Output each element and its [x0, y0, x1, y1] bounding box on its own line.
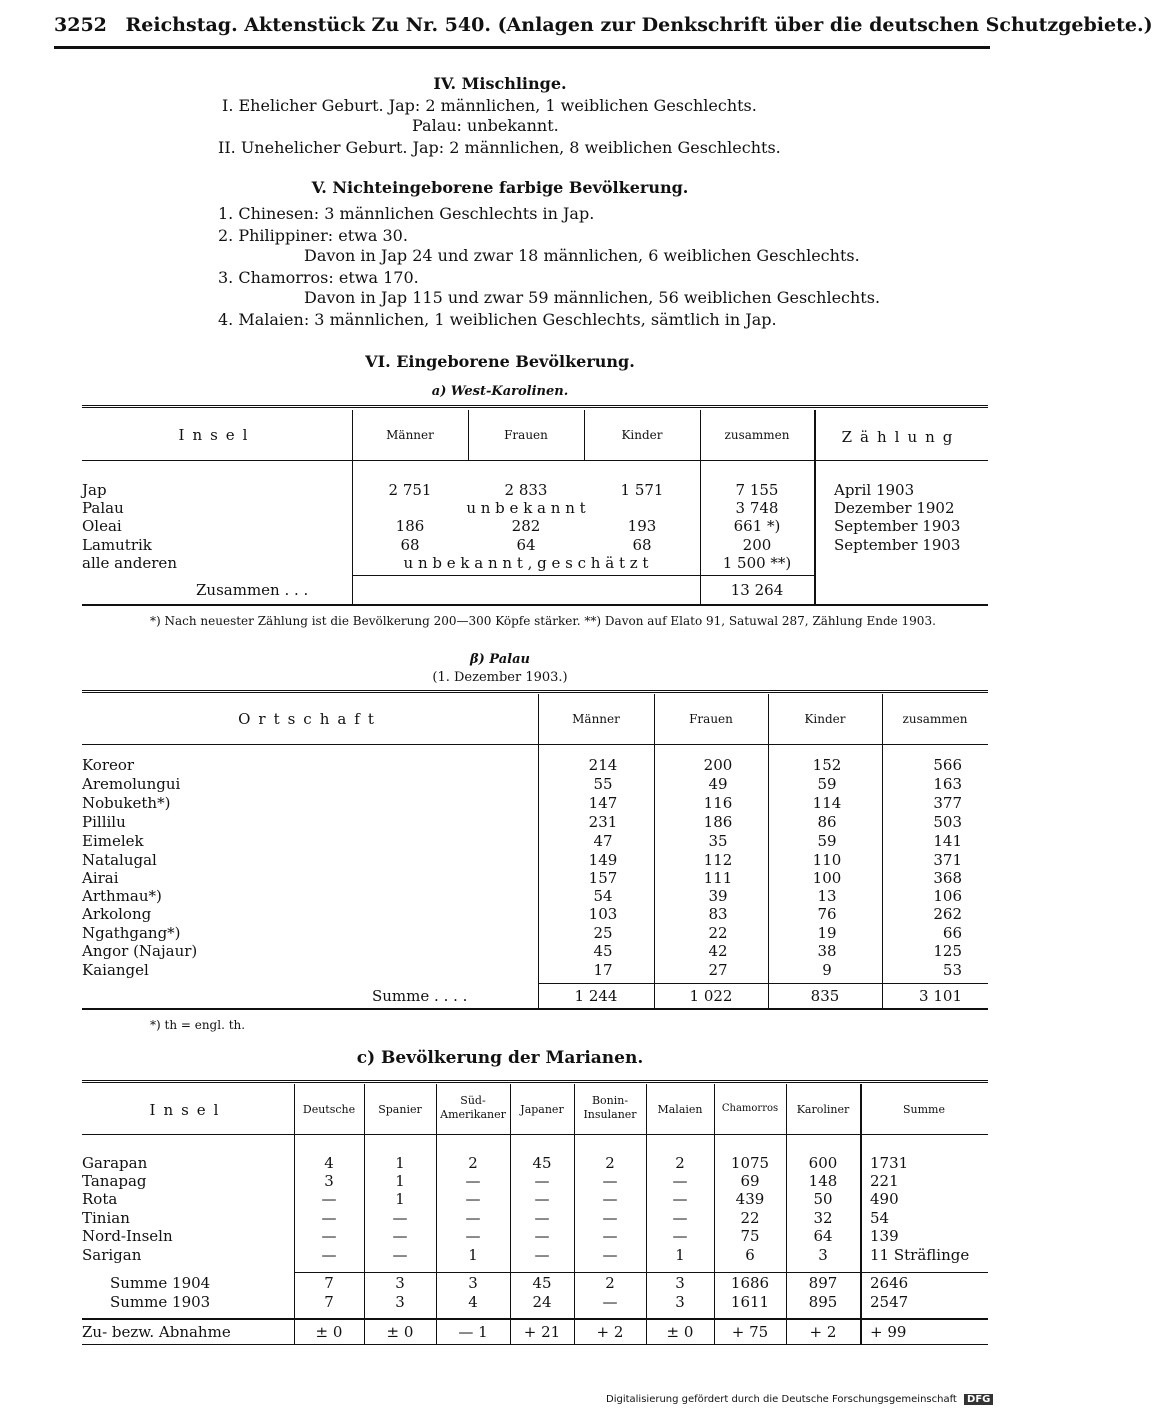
table-b-date: (1. Dezember 1903.)	[432, 670, 568, 685]
table-cell: —	[672, 1227, 688, 1245]
table-cell: —	[534, 1190, 550, 1208]
col-header-zusammen: zusammen	[724, 428, 790, 442]
table-cell: 377	[933, 794, 962, 812]
table-cell: Angor (Najaur)	[82, 942, 198, 960]
table-cell: —	[465, 1190, 481, 1208]
table-cell: Arthmau*)	[82, 887, 162, 905]
col-header-insel: Insel	[178, 426, 256, 444]
table-cell: 11 Sträflinge	[870, 1246, 970, 1264]
table-cell: Koreor	[82, 756, 135, 774]
table-cell: 38	[817, 942, 837, 960]
table-cell: 3	[395, 1274, 405, 1292]
page-number: 3252	[54, 14, 107, 36]
section5-line: Davon in Jap 24 und zwar 18 männlichen, 6 weiblichen Geschlechts.	[304, 246, 860, 265]
section5-line: 1. Chinesen: 3 männlichen Geschlechts in Jap.	[218, 204, 595, 223]
table-cell: + 2	[809, 1323, 837, 1341]
table-cell: 125	[933, 942, 962, 960]
col-header-ortschaft: Ortschaft	[238, 710, 382, 728]
table-cell: 6	[745, 1246, 755, 1264]
table-cell: 1 500 **)	[722, 554, 792, 572]
table-cell: 1	[675, 1246, 685, 1264]
col-header-spanier: Spanier	[378, 1103, 422, 1116]
table-rule	[82, 1080, 988, 1083]
table-cell: ± 0	[666, 1323, 694, 1341]
table-cell: 1	[468, 1246, 478, 1264]
table-cell: 47	[593, 832, 613, 850]
table-a-total: 13 264	[730, 581, 784, 599]
table-cell: —	[534, 1209, 550, 1227]
table-cell: 75	[740, 1227, 760, 1245]
table-cell: Sarigan	[82, 1246, 142, 1264]
table-cell: 42	[708, 942, 728, 960]
table-cell: 76	[817, 905, 837, 923]
col-header-karoliner: Karoliner	[796, 1103, 850, 1116]
table-cell: 282	[511, 517, 541, 535]
table-c-title: c) Bevölkerung der Marianen.	[356, 1048, 644, 1068]
table-cell: ± 0	[315, 1323, 343, 1341]
table-cell: Zu- bezw. Abnahme	[82, 1323, 231, 1341]
table-cell: Summe 1904	[110, 1274, 211, 1292]
col-header-frauen: Frauen	[689, 712, 733, 726]
table-rule	[82, 1134, 988, 1135]
table-cell: —	[602, 1227, 618, 1245]
col-header-japaner: Japaner	[520, 1103, 564, 1116]
table-cell: 27	[708, 961, 728, 979]
table-cell: 186	[395, 517, 425, 535]
table-cell: —	[321, 1209, 337, 1227]
table-rule	[82, 604, 988, 606]
table-cell: ± 0	[386, 1323, 414, 1341]
col-header-maenner: Männer	[572, 712, 620, 726]
table-rule	[82, 460, 988, 461]
page-header	[54, 14, 1153, 36]
table-cell: September 1903	[834, 536, 961, 554]
table-rule	[352, 575, 814, 576]
section5-line: 2. Philippiner: etwa 30.	[218, 226, 408, 245]
section6-title: VI. Eingeborene Bevölkerung.	[365, 352, 635, 371]
table-rule	[82, 1008, 988, 1010]
table-cell: 1075	[730, 1154, 770, 1172]
table-cell: 1731	[870, 1154, 909, 1172]
table-cell: 66	[942, 924, 962, 942]
table-cell: 4	[468, 1293, 478, 1311]
table-cell: —	[672, 1209, 688, 1227]
table-cell: 32	[813, 1209, 833, 1227]
dfg-logo: DFG	[964, 1394, 993, 1405]
table-cell: 141	[933, 832, 962, 850]
table-cell: 1	[395, 1190, 405, 1208]
table-cell: 68	[400, 536, 420, 554]
table-cell: 895	[808, 1293, 838, 1311]
table-cell: Tinian	[82, 1209, 130, 1227]
table-cell: 1	[395, 1154, 405, 1172]
section5-line: Davon in Jap 115 und zwar 59 männlichen, 56 weiblichen Geschlechts.	[304, 288, 881, 307]
col-header-suedamerikaner: Süd-Amerikaner	[440, 1094, 506, 1121]
col-header-zaehlung: Zählung	[841, 428, 961, 446]
table-cell: —	[602, 1209, 618, 1227]
table-cell: 147	[588, 794, 618, 812]
col-header-zusammen: zusammen	[902, 712, 968, 726]
table-cell: 39	[708, 887, 728, 905]
table-rule	[82, 405, 988, 408]
table-cell: September 1903	[834, 517, 961, 535]
table-cell: 3	[395, 1293, 405, 1311]
table-cell: Nord-Inseln	[82, 1227, 173, 1245]
table-cell: Oleai	[82, 517, 122, 535]
col-header-chamorros: Chamorros	[721, 1103, 779, 1114]
table-b-subtitle: β) Palau	[470, 652, 530, 667]
table-cell: Nobuketh*)	[82, 794, 171, 812]
table-cell: 186	[703, 813, 733, 831]
table-cell: 2547	[870, 1293, 909, 1311]
table-cell: 111	[703, 869, 733, 887]
table-cell: Jap	[82, 481, 107, 499]
col-header-kinder: Kinder	[804, 712, 846, 726]
table-cell: 490	[870, 1190, 899, 1208]
table-cell: 45	[532, 1154, 552, 1172]
table-cell: u n b e k a n n t , g e s c h ä t z t	[403, 554, 649, 572]
table-cell: 3	[324, 1172, 334, 1190]
table-cell: 17	[593, 961, 613, 979]
table-cell: 110	[812, 851, 842, 869]
table-cell: —	[392, 1227, 408, 1245]
table-cell: 200	[742, 536, 772, 554]
header-rule	[54, 46, 990, 49]
table-a-footnote: *) Nach neuester Zählung ist die Bevölkerung 200—300 Köpfe stärker. **) Davon auf Elato 91, Satuwal 287, Zählung Ende 1903.	[150, 614, 936, 628]
table-cell: 157	[588, 869, 618, 887]
table-cell: Lamutrik	[82, 536, 152, 554]
table-cell: 59	[817, 832, 837, 850]
table-cell: 149	[588, 851, 618, 869]
page-running-title: Reichstag. Aktenstück Zu Nr. 540. (Anlagen zur Denkschrift über die deutschen Schutzgebiete.)	[125, 14, 1153, 36]
table-cell: 439	[735, 1190, 765, 1208]
table-cell: + 21	[523, 1323, 561, 1341]
table-cell: 600	[808, 1154, 838, 1172]
table-cell: Eimelek	[82, 832, 144, 850]
table-cell: 661 *)	[733, 517, 781, 535]
table-cell: 3	[818, 1246, 828, 1264]
table-cell: —	[602, 1293, 618, 1311]
table-cell: —	[321, 1246, 337, 1264]
table-cell: 54	[870, 1209, 890, 1227]
col-header-insel: Insel	[149, 1101, 227, 1119]
table-cell: Airai	[82, 869, 119, 887]
table-cell: + 2	[596, 1323, 624, 1341]
table-cell: —	[465, 1172, 481, 1190]
table-cell: 1 022	[689, 987, 733, 1005]
table-cell: 49	[708, 775, 728, 793]
table-cell: 503	[933, 813, 962, 831]
table-cell: Natalugal	[82, 851, 157, 869]
table-cell: 59	[817, 775, 837, 793]
table-a-subtitle: a) West-Karolinen.	[431, 384, 569, 399]
table-cell: 139	[870, 1227, 899, 1245]
table-cell: 64	[813, 1227, 833, 1245]
table-cell: + 99	[870, 1323, 907, 1341]
table-cell: 86	[817, 813, 837, 831]
table-cell: —	[534, 1246, 550, 1264]
table-cell: 566	[933, 756, 962, 774]
table-rule	[294, 1272, 988, 1273]
table-cell: 214	[588, 756, 618, 774]
table-cell: —	[602, 1246, 618, 1264]
table-cell: 2	[605, 1154, 615, 1172]
col-header-malaien: Malaien	[657, 1103, 703, 1116]
table-cell: 45	[532, 1274, 552, 1292]
table-cell: —	[392, 1209, 408, 1227]
table-cell: Summe 1903	[110, 1293, 211, 1311]
table-cell: 2646	[870, 1274, 909, 1292]
col-header-kinder: Kinder	[621, 428, 663, 442]
table-cell: 114	[812, 794, 842, 812]
table-cell: 24	[532, 1293, 552, 1311]
table-cell: 262	[933, 905, 962, 923]
table-cell: Pillilu	[82, 813, 126, 831]
table-rule	[82, 1344, 988, 1345]
table-cell: 54	[593, 887, 613, 905]
table-cell: 35	[708, 832, 728, 850]
table-cell: —	[534, 1227, 550, 1245]
table-cell: 45	[593, 942, 613, 960]
table-cell: 2 833	[504, 481, 548, 499]
table-cell: —	[672, 1190, 688, 1208]
table-cell: 897	[808, 1274, 838, 1292]
section4-title: IV. Mischlinge.	[433, 74, 567, 93]
table-cell: 231	[588, 813, 618, 831]
table-cell: 53	[942, 961, 962, 979]
table-cell: Dezember 1902	[834, 499, 955, 517]
col-header-bonin-insulaner: Bonin-Insulaner	[583, 1094, 637, 1121]
table-cell: 1 244	[574, 987, 618, 1005]
table-cell: —	[602, 1190, 618, 1208]
table-cell: Aremolungui	[82, 775, 181, 793]
table-cell: 3	[675, 1293, 685, 1311]
table-cell: 112	[703, 851, 733, 869]
table-cell: 200	[703, 756, 733, 774]
col-header-deutsche: Deutsche	[302, 1103, 356, 1116]
table-cell: alle anderen	[82, 554, 177, 572]
table-cell: 19	[817, 924, 837, 942]
table-cell: 7	[324, 1293, 334, 1311]
table-rule	[82, 744, 988, 745]
table-cell: —	[465, 1209, 481, 1227]
table-cell: + 75	[731, 1323, 769, 1341]
col-header-maenner: Männer	[386, 428, 434, 442]
table-rule	[860, 1084, 862, 1344]
section4-line3: II. Unehelicher Geburt. Jap: 2 männlichen, 8 weiblichen Geschlechts.	[218, 138, 781, 157]
table-cell: Tanapag	[82, 1172, 147, 1190]
table-cell: 368	[933, 869, 962, 887]
table-cell: Garapan	[82, 1154, 148, 1172]
table-cell: 83	[708, 905, 728, 923]
table-cell: 7 155	[735, 481, 779, 499]
section5-line: 4. Malaien: 3 männlichen, 1 weiblichen Geschlechts, sämtlich in Jap.	[218, 310, 777, 329]
table-cell: Palau	[82, 499, 124, 517]
section4-line1: I. Ehelicher Geburt. Jap: 2 männlichen, 1 weiblichen Geschlechts.	[222, 96, 757, 115]
section5-line: 3. Chamorros: etwa 170.	[218, 268, 419, 287]
table-cell: 68	[632, 536, 652, 554]
table-rule	[82, 1318, 988, 1320]
table-cell: 1611	[730, 1293, 770, 1311]
table-cell: 106	[933, 887, 962, 905]
table-cell: 152	[812, 756, 842, 774]
table-cell: Rota	[82, 1190, 118, 1208]
table-cell: 25	[593, 924, 613, 942]
table-cell: Summe . . . .	[372, 987, 468, 1005]
table-cell: 4	[324, 1154, 334, 1172]
table-cell: 3	[468, 1274, 478, 1292]
table-cell: 193	[627, 517, 657, 535]
table-cell: —	[672, 1172, 688, 1190]
section5-title: V. Nichteingeborene farbige Bevölkerung.	[311, 178, 689, 197]
table-cell: 371	[933, 851, 962, 869]
table-cell: 22	[740, 1209, 760, 1227]
table-cell: 9	[822, 961, 832, 979]
table-cell: 50	[813, 1190, 833, 1208]
table-b-footnote: *) th = engl. th.	[150, 1018, 246, 1032]
table-cell: Arkolong	[82, 905, 152, 923]
table-cell: 3 748	[735, 499, 779, 517]
table-cell: 103	[588, 905, 618, 923]
table-cell: 2 751	[388, 481, 432, 499]
digitization-credit: Digitalisierung gefördert durch die Deutsche Forschungsgemeinschaft DFG	[606, 1394, 993, 1405]
table-cell: 1686	[730, 1274, 770, 1292]
table-cell: 3	[675, 1274, 685, 1292]
table-cell: —	[534, 1172, 550, 1190]
table-cell: Kaiangel	[82, 961, 149, 979]
table-cell: 835	[810, 987, 840, 1005]
table-cell: —	[465, 1227, 481, 1245]
table-cell: April 1903	[834, 481, 915, 499]
col-header-frauen: Frauen	[504, 428, 548, 442]
table-rule	[82, 690, 988, 693]
table-cell: u n b e k a n n t	[466, 499, 586, 517]
table-cell: Ngathgang*)	[82, 924, 181, 942]
table-cell: 163	[933, 775, 962, 793]
table-cell: 55	[593, 775, 613, 793]
table-cell: 7	[324, 1274, 334, 1292]
table-cell: 100	[812, 869, 842, 887]
table-cell: —	[392, 1246, 408, 1264]
table-rule	[538, 983, 988, 984]
col-header-summe: Summe	[903, 1103, 945, 1116]
table-cell: —	[602, 1172, 618, 1190]
table-a-total-label: Zusammen . . .	[196, 581, 309, 599]
table-cell: 1 571	[620, 481, 664, 499]
table-cell: —	[321, 1227, 337, 1245]
table-cell: 2	[468, 1154, 478, 1172]
table-cell: 2	[675, 1154, 685, 1172]
table-cell: 148	[808, 1172, 838, 1190]
table-cell: 13	[817, 887, 837, 905]
table-cell: — 1	[458, 1323, 488, 1341]
table-cell: 3 101	[919, 987, 962, 1005]
table-cell: 2	[605, 1274, 615, 1292]
section4-line2: Palau: unbekannt.	[412, 116, 559, 135]
table-cell: 64	[516, 536, 536, 554]
table-cell: 22	[708, 924, 728, 942]
table-cell: —	[321, 1190, 337, 1208]
table-cell: 69	[740, 1172, 760, 1190]
table-cell: 221	[870, 1172, 899, 1190]
table-cell: 1	[395, 1172, 405, 1190]
table-cell: 116	[703, 794, 733, 812]
